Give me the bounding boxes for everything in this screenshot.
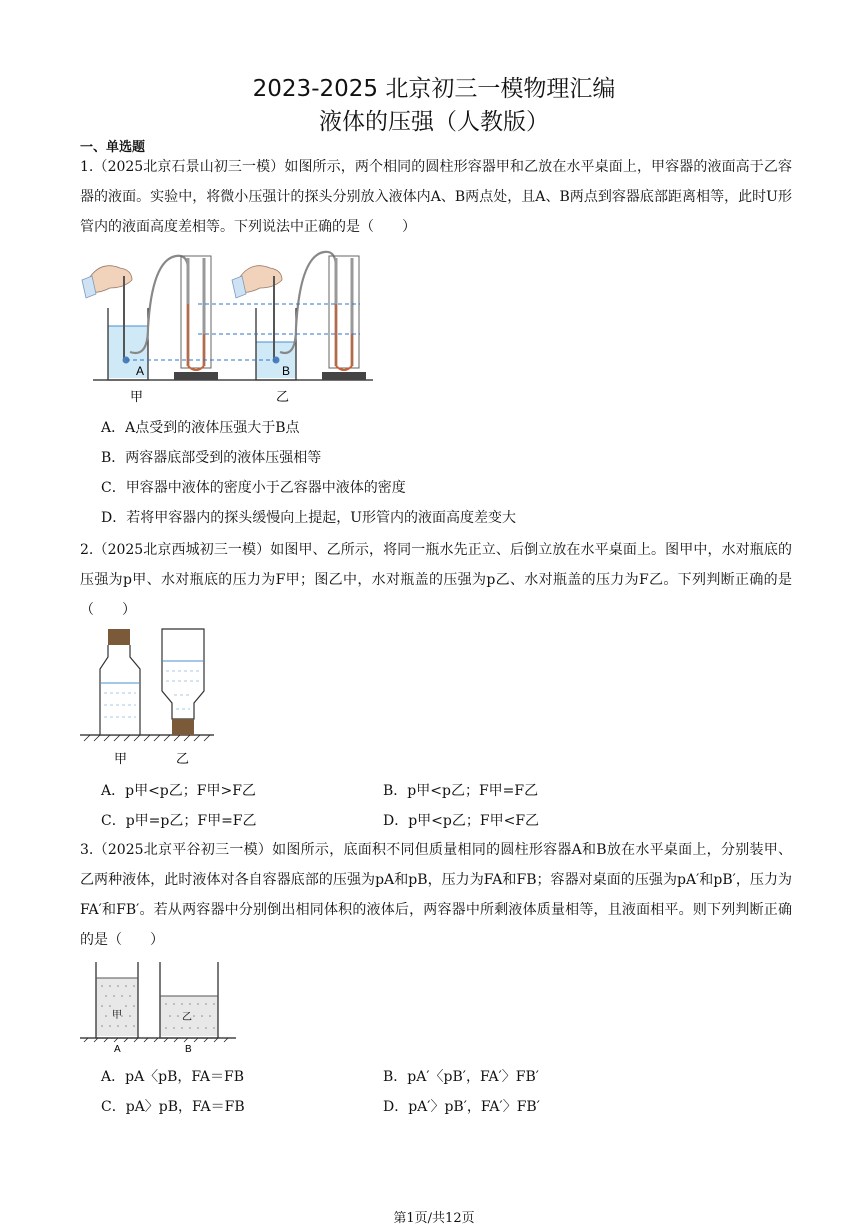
bottle-jia xyxy=(100,645,140,735)
u-tube-frame-1 xyxy=(181,256,211,368)
q1-option-b: B．两容器底部受到的液体压强相等 xyxy=(101,450,322,466)
question-2-figure xyxy=(78,625,218,770)
question-1-text: 1.（2025北京石景山初三一模）如图所示，两个相同的圆柱形容器甲和乙放在水平桌面上，甲容器的液面高于乙容器的液面。实验中，将微小压强计的探头分别放入液体内A、B两点处，且A、B两点到容器底部距离相等，此时U形管内的液面高度差相等。下列说法中正确的是（ ） xyxy=(80,159,792,235)
q1-option-a: A．A点受到的液体压强大于B点 xyxy=(101,420,300,436)
figure-label-yi: 乙 xyxy=(276,390,290,405)
figure-label-jia: 甲 xyxy=(130,390,144,405)
figure-label-jia: 甲 xyxy=(114,752,128,767)
document-subtitle: 液体的压强（人教版） xyxy=(319,109,549,135)
liquid-label-yi: 乙 xyxy=(182,1012,192,1023)
figure-label-yi: 乙 xyxy=(176,752,190,767)
q2-option-a: A．p甲<p乙；F甲>F乙 xyxy=(101,783,256,799)
q3-option-a: A．pA〈pB，FA＝FB xyxy=(101,1069,245,1085)
question-3-text: 3.（2025北京平谷初三一模）如图所示，底面积不同但质量相同的圆柱形容器A和B放在水平桌面上，分别装甲、乙两种液体，此时液体对各自容器底部的压强为pA和pB，压力为FA和FB；容器对桌面的压强为pA′和pB′，压力为FA′和FB′。若从两容器中分别倒出相同体积的液体后，两容器中所剩液体质量相等，且液面相平。则下列判断正确的是（ ） xyxy=(80,842,792,948)
q3-option-d: D．pA′〉pB′，FA′〉FB′ xyxy=(383,1099,540,1115)
bottle-cap-jia xyxy=(108,629,130,645)
q3-option-b: B．pA′〈pB′，FA′〉FB′ xyxy=(383,1069,539,1085)
q1-option-d: D．若将甲容器内的探头缓慢向上提起，U形管内的液面高度差变大 xyxy=(101,510,517,526)
page-footer: 第1页/共12页 xyxy=(393,1211,475,1226)
q2-option-b: B．p甲<p乙；F甲=F乙 xyxy=(383,783,539,799)
point-label-b: B xyxy=(282,364,291,378)
document-title: 2023-2025 北京初三一模物理汇编 xyxy=(252,76,616,102)
q1-option-c: C．甲容器中液体的密度小于乙容器中液体的密度 xyxy=(101,480,406,496)
u-tube-stand-1 xyxy=(174,372,218,380)
question-1-figure xyxy=(78,248,378,408)
question-2-text: 2.（2025北京西城初三一模）如图甲、乙所示，将同一瓶水先正立、后倒立放在水平桌面上。图甲中，水对瓶底的压强为p甲、水对瓶底的压力为F甲；图乙中，水对瓶盖的压强为p乙、水对瓶盖的压力为F乙。下列判断正确的是（ ） xyxy=(80,542,792,618)
liquid-label-jia: 甲 xyxy=(112,1010,122,1021)
u-tube-stand-2 xyxy=(322,372,366,380)
question-3-figure xyxy=(78,958,238,1056)
q2-option-d: D．p甲<p乙；F甲<F乙 xyxy=(383,813,540,829)
q2-option-c: C．p甲=p乙；F甲=F乙 xyxy=(101,813,257,829)
u-tube-frame-2 xyxy=(329,256,359,368)
section-title: 一、单选题 xyxy=(80,140,146,155)
container-label-a: A xyxy=(114,1044,121,1055)
bottle-yi xyxy=(162,629,204,719)
container-label-b: B xyxy=(185,1044,192,1055)
point-label-a: A xyxy=(136,364,145,378)
q3-option-c: C．pA〉pB，FA＝FB xyxy=(101,1099,245,1115)
bottle-cap-yi xyxy=(172,719,194,735)
